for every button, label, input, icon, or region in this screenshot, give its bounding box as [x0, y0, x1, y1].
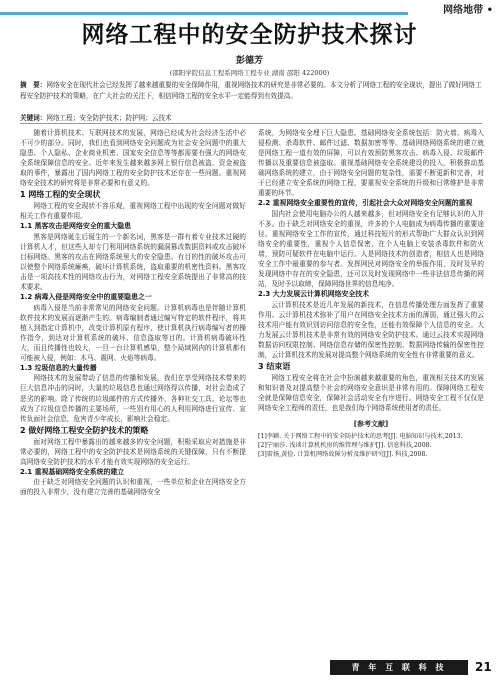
body-paragraph: 国内社会使用电脑办公的人越来越多，但对网络安全有足够认识的人并不多。由于缺乏对网络安全的重视，许多的个人电脑成为病毒传播的重要途径。重视网络安全工作的宣传，通过科技短片的形式帮助广大群众认识到网络安全的重要性，重视个人信息保密，在个人电脑上安装杀毒软件和防火墙，预防可疑软件在电脑中运行。人是网络技术的创造者，相信人也是网络安全工作中最重要的参与者。发挥网民对网络安全的举报作用，及时及早的发现网络中存在的安全隐患，还可以及时发现网络中一些非法信息传播的网站，及时予以取缔，保障网络世界的信息纯净。 [258, 209, 484, 289]
body-paragraph: 随着计算机技术、互联网技术的发展，网络已经成为社会经济生活中必不可少的部分。同时，我们也看到网络安全问题成为社会安全问题中的重大隐患。个人隐私、企业商业机密、国家安全信息等等都需要有强大的网络安全系统保障信息的安全。近年来发生越来越多网上银行信息被盗、资金被盗取的事件，暴露出了国内网络工程的安全防护技术还存在一些问题。重视网络安全技术的研究将是非常必要和有意义的。 [20, 129, 246, 188]
subsection-heading: 2.2 重视网络安全重要性的宣传，引起社会大众对网络安全问题的重视 [258, 199, 473, 208]
section-heading: 2 做好网络工程安全防护技术的策略 [20, 425, 149, 435]
journal-name-band: 青 年 互 联 科 技 [330, 660, 468, 675]
reference-item: [1]李颖. 关于网络工程中的安全防护技术的思考[J]. 电脑知识与技术,2013. [258, 433, 463, 441]
subsection-heading: 1.2 病毒入侵是网络安全中的重要隐患之一 [20, 293, 152, 302]
article-title: 网络工程中的安全防护技术探讨 [81, 21, 418, 48]
references-list [258, 432, 484, 459]
body-paragraph: 面对网络工程中暴露出的越来越多的安全问题，积极采取应对措施是非常必要的，网络工程中的安全防护技术是网络系统的关键保障，只有不断提高网络安全防护技术的水平才能有效实现网络的安全运行。 [20, 437, 246, 466]
journal-header [0, 0, 499, 16]
subsection-heading: 2.3 大力发展云计算机网络安全技术 [258, 290, 370, 299]
body-paragraph: 网络工程安全将在社会中扮演越来越重要的角色，重视相关技术的发展和知识普及对提高整个社会的网络安全意识是非常有用的。保障网络工程安全就是保障信息安全，保障社会活动安全有序进行。网络安全工程不仅仅是网络安全工程师的责任，也是我们每个网络系统使用者的责任。 [258, 373, 484, 413]
author-affiliation: (邵阳学院信息工程系网络工程专业 湖南 邵阳 422000) [169, 69, 330, 77]
keywords-text: 网络工程；安全防护技术；防护网；云技术 [46, 114, 172, 122]
page-number: 21 [475, 660, 492, 674]
body-paragraph: 网络技术的发展带动了信息的传播和发展，我们在享受网络技术带来的巨大信息冲击的同时，大量的垃圾信息也通过网络得以传播，对社会造成了恶劣的影响。除了传统的垃圾邮件的方式传播外，各种社交工具、论坛等也成为了垃圾信息传播的主要场所，一些别有用心的人利用网络进行宣传、宣传负面社会信息，危害青少年成长，影响社会稳定。 [20, 374, 246, 423]
body-paragraph: 网络工程的安全现状不容乐观，重视网络工程中出现的安全问题对做好相关工作有重要作用。 [20, 202, 246, 221]
author-name: 彭德芳 [235, 56, 263, 66]
section-heading: 1 网络工程的安全现状 [20, 190, 101, 200]
abstract-text: 网络安全在现代社会已经发挥了越来越重要的安全保障作用，重视网络技术的研究是非常必要的。本文分析了网络工程的安全现状，提出了做好网络工程安全防护技术的策略，在广大社会的关注下，相信网络工程的安全水平一定能得到有效提高。 [20, 81, 482, 100]
reference-item: [3]雷扬,黄俭. 计算机网络故障分析及维护研究[J]. 科技,2008. [258, 451, 428, 459]
abstract-label: 摘 要： [20, 81, 47, 89]
body-paragraph: 云计算机技术是近几年发展的新技术，在信息传播处理方面发挥了重要作用。云计算机技术弥补了用户在网络安全技术方面的薄弱，通过强大的云技术用户能有效识别访问信息的安全性，还能有效保障个人信息的安全。大力发展云计算机技术是非常有效的网络安全防护技术。通过云技术实现网络数据访问权限控制、网络信息存储的保密性控制、数据网络传输的保密性控制，云计算机技术的发展对提高整个网络系统的安全性有非常重要的意义。 [258, 300, 484, 359]
body-paragraph: 黑客是网络诞生后诞生的一个新名词，黑客是一群有着专业技术过硬的计算机人才，但这些人却专门利用网络系统的漏洞篡改数据资料或攻击破坏目标网络。黑客的攻击在网络系统里大的安全隐患。有目的性的破坏攻击可以使整个网络系统瘫痪，破坏计算机系统，盗取重要的机密性资料。黑客攻击是一项高技术性的网络攻击行为，对网络工程安全系统提出了非常高的技术要求。 [20, 232, 246, 292]
subsection-heading: 2.1 重视基础网络安全系统的建立 [20, 467, 125, 476]
references-title: [参考文献] [353, 420, 389, 429]
right-column-body [258, 128, 484, 413]
journal-section-tag: 网络地带 • [443, 5, 493, 16]
page-footer [330, 660, 499, 683]
subsection-heading: 1.3 垃圾信息的大量传播 [20, 363, 97, 372]
reference-item: [2]宁丽莎. 浅谈计算机机房的维管理与维护[J]. 信息科技,2008. [258, 442, 432, 450]
abstract [20, 80, 482, 101]
body-paragraph: 由于缺乏对网络安全问题的认识和重视，一些单位和企业在网络安全方面的投入非常少，没有建立完善的基础网络安全 [20, 478, 246, 497]
section-heading: 3 结束语 [258, 361, 291, 371]
header-rule [0, 12, 408, 15]
keywords [20, 112, 482, 122]
right-column [258, 128, 484, 459]
keywords-label: 关键词： [20, 114, 47, 122]
left-column [20, 128, 246, 497]
body-paragraph: 病毒入侵是当前非常常见的网络安全问题。计算机病毒也是伴随计算机软件技术的发展而逐渐产生的。病毒编制者通过编写特定的软件程序，将其植入到指定计算机中，改变计算机原有程序，使计算机执行病毒编写者的操作指令，到达对计算机系统的破坏、信息盗取等目的。计算机病毒破坏性大，而且传播性也较大，一旦一台计算机感染，整个局域网内的计算机都有可能被入侵，例如：木马、震网、火焰等病毒。 [20, 303, 246, 362]
body-paragraph: 系统，为网络安全埋下巨大隐患。基础网络安全系统包括：防火墙、病毒入侵检测、杀毒软件、邮件过滤、数据加密等等。基础网络网络系统的建立就是网络工程一道有效的屏障，可以有效预防黑客攻击、病毒入侵、垃圾邮件传播以及重要信息被盗取。重视基础网络安全系统建设的投入，积极推动基础网络系统的建立，由于网络安全问题的复杂性，需要不断更新和完善，对于已经建立安全系统的网络工程，要重视安全系统的升级和日常维护是非常重要的环节。 [258, 129, 484, 198]
subsection-heading: 1.1 黑客攻击是网络安全的重大隐患 [20, 222, 132, 231]
abstract-divider [20, 123, 482, 124]
